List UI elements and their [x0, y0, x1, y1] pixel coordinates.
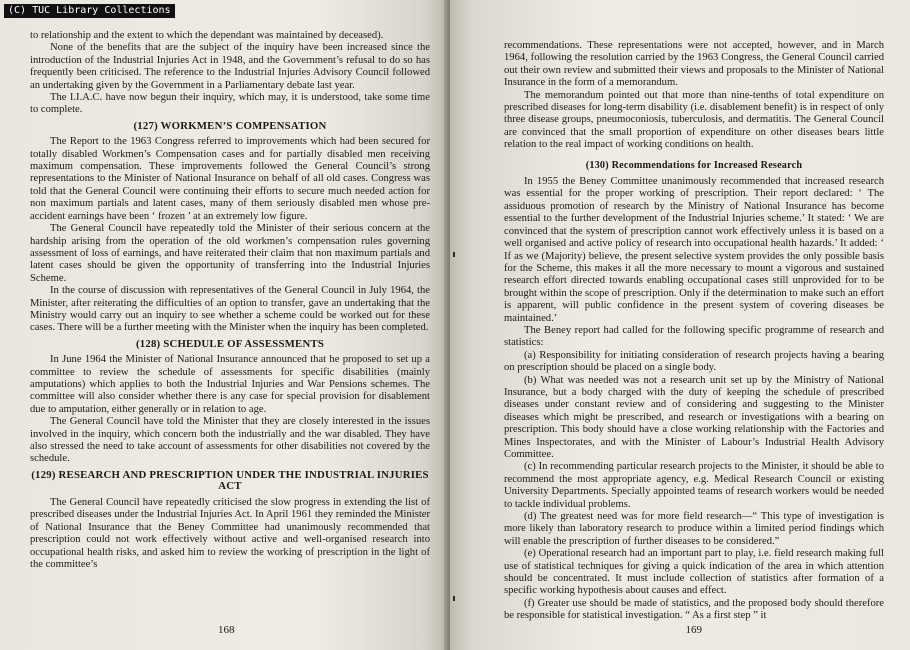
paragraph: (d) The greatest need was for more field research—“ This type of investigation is more likely than laboratory research to produce within a limited period findings which will enable the prescription of further diseases to be considered.” [504, 511, 884, 547]
margin-mark [453, 252, 455, 257]
right-page-number: 169 [685, 624, 702, 636]
paragraph: None of the benefits that are the subject of the inquiry have been increased since the introduction of the Industrial Injuries Act in 1948, and the Government’s refusal to do so has frequently been criticised. The reference to the Industrial Injuries Advisory Council followed an undertaking given by the Government in a Parliamentary debate last year. [30, 42, 430, 91]
margin-mark [453, 596, 455, 601]
paragraph: The General Council have repeatedly told the Minister of their serious concern at the hardship arising from the operation of the old workmen’s compensation rules governing assessment of loss of earnings, and have reiterated their claim that non maximum partials and latent cases should be given the opportunity of transferring into the Industrial Injuries Scheme. [30, 223, 430, 284]
paragraph: (b) What was needed was not a research unit set up by the Ministry of National Insurance, but a body charged with the duty of keeping the schedule of prescribed diseases under constant review and of considering and suggesting to the Minister diseases which might be prescribed, and research or investigations with a bearing on prescription. This body should have a close working relationship with the Factories and Mines Inspectorates, and with the Minister of Labour’s Industrial Health Advisory Committee. [504, 374, 884, 460]
paragraph: (a) Responsibility for initiating consideration of research projects having a bearing on prescription should be placed on a single body. [504, 349, 884, 374]
left-page [0, 0, 448, 650]
left-page-text [30, 30, 430, 571]
paragraph: The General Council have told the Minister that they are closely interested in the issues involved in the inquiry, which concern both the industrially and the war disabled. They have also stressed the need to take account of assessments for other disabilities not covered by the schedule. [30, 416, 430, 465]
paragraph: In 1955 the Beney Committee unanimously recommended that increased research was essential for the proper working of prescription. Their report declared: ‘ The assiduous promotion of research by the Ministry of National Insurance has become essential to the further development of the Industrial Injuries scheme.’ It stated: ‘ We are convinced that the system of prescription cannot work effectively unless it is based on a well organised and active policy of research into occupational health hazards.’ It added: ‘ If as we (Majority) believe, the present selective system provides the only possible basis for the Scheme, this makes it all the more necessary to mount a vigorous and sustained research effort directed towards enabling occupational cases still unprovided for to be brought within the scope of prescription. Only if the determination to make such an effort is apparent, will public confidence in the present system of covering diseases be maintained.’ [504, 176, 884, 324]
copyright-watermark: (C) TUC Library Collections [4, 4, 175, 18]
paragraph: The memorandum pointed out that more than nine-tenths of total expenditure on prescribed diseases for long-term disability (i.e. disablement benefit) is in respect of only three disease groups, pneumoconiosis, tuberculosis, and dermatitis. The General Council are convinced that the small proportion of expenditure on other diseases bears little relation to the real impact of working conditions on health. [504, 89, 884, 151]
section-heading: (130) Recommendations for Increased Research [585, 159, 803, 171]
paragraph: (f) Greater use should be made of statistics, and the proposed body should therefore be responsible for statistical investigation. “ As a first step ” it [504, 597, 884, 622]
paragraph: to relationship and the extent to which the dependant was maintained by deceased). [30, 30, 384, 41]
section-heading: (128) SCHEDULE OF ASSESSMENTS [135, 337, 325, 350]
paragraph: (e) Operational research had an important part to play, i.e. field research making full use of statistical techniques for giving a quick indication of the area in which attention should be concentrated. It must include collection of statistics after formation of a specific working hypothesis about causes and effect. [504, 548, 884, 597]
right-page [450, 0, 910, 650]
section-heading: (127) WORKMEN’S COMPENSATION [133, 119, 327, 132]
right-page-text [504, 40, 884, 623]
paragraph: (c) In recommending particular research projects to the Minister, it should be able to recommend the most appropriate agency, e.g. Medical Research Council or existing University Departments. Specially appointed teams of research workers would be needed to tackle individual problems. [504, 461, 884, 510]
section-heading: (129) RESEARCH AND PRESCRIPTION UNDER THE INDUSTRIAL INJURIES ACT [31, 468, 429, 493]
paragraph: recommendations. These representations were not accepted, however, and in March 1964, following the resolution carried by the 1963 Congress, the General Council carried out their own review and submitted their views and proposals to the Minister of National Insurance in the form of a memorandum. [504, 40, 884, 89]
paragraph: The I.I.A.C. have now begun their inquiry, which may, it is understood, take some time to complete. [30, 92, 430, 116]
paragraph: In the course of discussion with representatives of the General Council in July 1964, the Minister, after reiterating the difficulties of an option to transfer, gave an undertaking that the Ministry would carry out an inquiry to see whether a scheme could be worked out for these cases. There will be a further meeting with the Minister when the inquiry has been completed. [30, 285, 430, 334]
paragraph: The General Council have repeatedly criticised the slow progress in extending the list of prescribed diseases under the Industrial Injuries Act. In April 1961 they reminded the Minister of National Insurance that the Beney Committee had unanimously recommended that prescription could not work effectively without active and well-organised research into occupational health risks, and asked him to review the working of prescription in the light of the committee’s [30, 497, 430, 571]
paragraph: The Beney report had called for the following specific programme of research and statistics: [504, 324, 884, 349]
paragraph: The Report to the 1963 Congress referred to improvements which had been secured for totally disabled Workmen’s Compensation cases and for partially disabled men receiving maximum compensation. These improvements followed the General Council’s strong representations to the Minister of National Insurance on behalf of all old cases. Congress was told that the General Council were continuing their efforts to secure much needed action for non maximum partials and latent cases, many of them seriously disabled men whose pre-accident earnings have been ‘ frozen ’ at an extremely low figure. [30, 136, 430, 222]
left-page-number: 168 [218, 624, 235, 636]
paragraph: In June 1964 the Minister of National Insurance announced that he proposed to set up a committee to review the schedule of assessments for specific disabilities (mainly amputations) which applies to both the Industrial Injuries and War Pensions schemes. The committee will also consider whether there is any case for special provision for disablement due to amputation, either generally or in relation to age. [30, 354, 430, 415]
